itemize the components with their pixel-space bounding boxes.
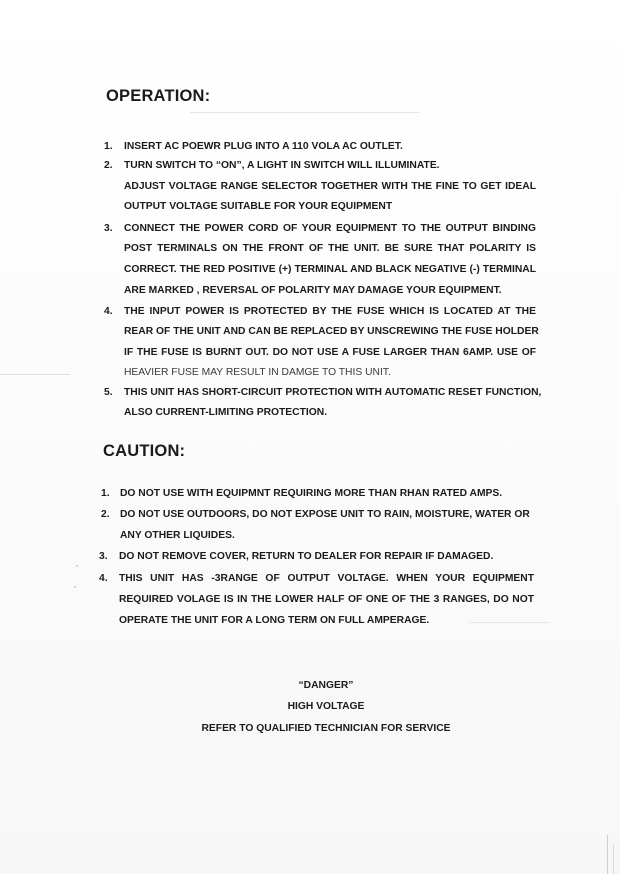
scan-artifact-dot xyxy=(76,565,78,567)
scan-artifact-edge xyxy=(607,835,608,874)
danger-title: “DANGER” xyxy=(298,680,354,691)
item-number: 3. xyxy=(104,223,113,234)
item-line: POST TERMINALS ON THE FRONT OF THE UNIT. BE SURE THAT POLARITY IS xyxy=(124,243,536,254)
item-line: ARE MARKED , REVERSAL OF POLARITY MAY DAMAGE YOUR EQUIPMENT. xyxy=(124,285,502,296)
item-line: THIS UNIT HAS SHORT-CIRCUIT PROTECTION WITH AUTOMATIC RESET FUNCTION, xyxy=(124,387,542,398)
item-number: 2. xyxy=(101,509,110,520)
item-line: REQUIRED VOLAGE IS IN THE LOWER HALF OF ONE OF THE 3 RANGES, DO NOT xyxy=(119,594,534,605)
item-number: 5. xyxy=(104,387,113,398)
item-number: 3. xyxy=(99,551,108,562)
item-number: 2. xyxy=(104,160,113,171)
item-number: 4. xyxy=(104,306,113,317)
danger-subtitle: HIGH VOLTAGE xyxy=(287,701,365,712)
item-line: IF THE FUSE IS BURNT OUT. DO NOT USE A FUSE LARGER THAN 6AMP. USE OF xyxy=(124,347,536,358)
item-number: 1. xyxy=(101,488,110,499)
item-line: OPERATE THE UNIT FOR A LONG TERM ON FULL AMPERAGE. xyxy=(119,615,430,626)
operation-heading: OPERATION: xyxy=(106,87,211,105)
scan-artifact-line xyxy=(470,622,550,623)
item-line: INSERT AC POEWR PLUG INTO A 110 VOLA AC OUTLET. xyxy=(124,141,403,152)
item-line: CORRECT. THE RED POSITIVE (+) TERMINAL AND BLACK NEGATIVE (-) TERMINAL xyxy=(124,264,536,275)
item-line: ADJUST VOLTAGE RANGE SELECTOR TOGETHER WITH THE FINE TO GET IDEAL xyxy=(124,181,536,192)
item-line: CONNECT THE POWER CORD OF YOUR EQUIPMENT TO THE OUTPUT BINDING xyxy=(124,223,536,234)
item-line: DO NOT USE WITH EQUIPMNT REQUIRING MORE THAN RHAN RATED AMPS. xyxy=(120,488,503,499)
item-number: 4. xyxy=(99,573,108,584)
danger-instruction: REFER TO QUALIFIED TECHNICIAN FOR SERVICE xyxy=(201,723,451,734)
item-number: 1. xyxy=(104,141,113,152)
item-line: ALSO CURRENT-LIMITING PROTECTION. xyxy=(124,407,328,418)
caution-heading: CAUTION: xyxy=(103,442,186,460)
item-line: ANY OTHER LIQUIDES. xyxy=(120,530,235,541)
item-line: REAR OF THE UNIT AND CAN BE REPLACED BY UNSCREWING THE FUSE HOLDER xyxy=(124,326,539,337)
scan-artifact-edge xyxy=(613,845,614,874)
item-line: THIS UNIT HAS -3RANGE OF OUTPUT VOLTAGE. WHEN YOUR EQUIPMENT xyxy=(119,573,534,584)
item-line: DO NOT REMOVE COVER, RETURN TO DEALER FOR REPAIR IF DAMAGED. xyxy=(119,551,494,562)
item-line: THE INPUT POWER IS PROTECTED BY THE FUSE WHICH IS LOCATED AT THE xyxy=(124,306,536,317)
scan-artifact-line xyxy=(0,374,70,375)
scan-artifact-line xyxy=(190,112,420,113)
item-line: OUTPUT VOLTAGE SUITABLE FOR YOUR EQUIPMENT xyxy=(124,201,393,212)
item-line: TURN SWITCH TO “ON”, A LIGHT IN SWITCH WILL ILLUMINATE. xyxy=(124,160,440,171)
item-line: DO NOT USE OUTDOORS, DO NOT EXPOSE UNIT TO RAIN, MOISTURE, WATER OR xyxy=(120,509,530,520)
item-line: HEAVIER FUSE MAY RESULT IN DAMGE TO THIS UNIT. xyxy=(124,367,391,378)
scan-artifact-dot xyxy=(74,586,76,588)
